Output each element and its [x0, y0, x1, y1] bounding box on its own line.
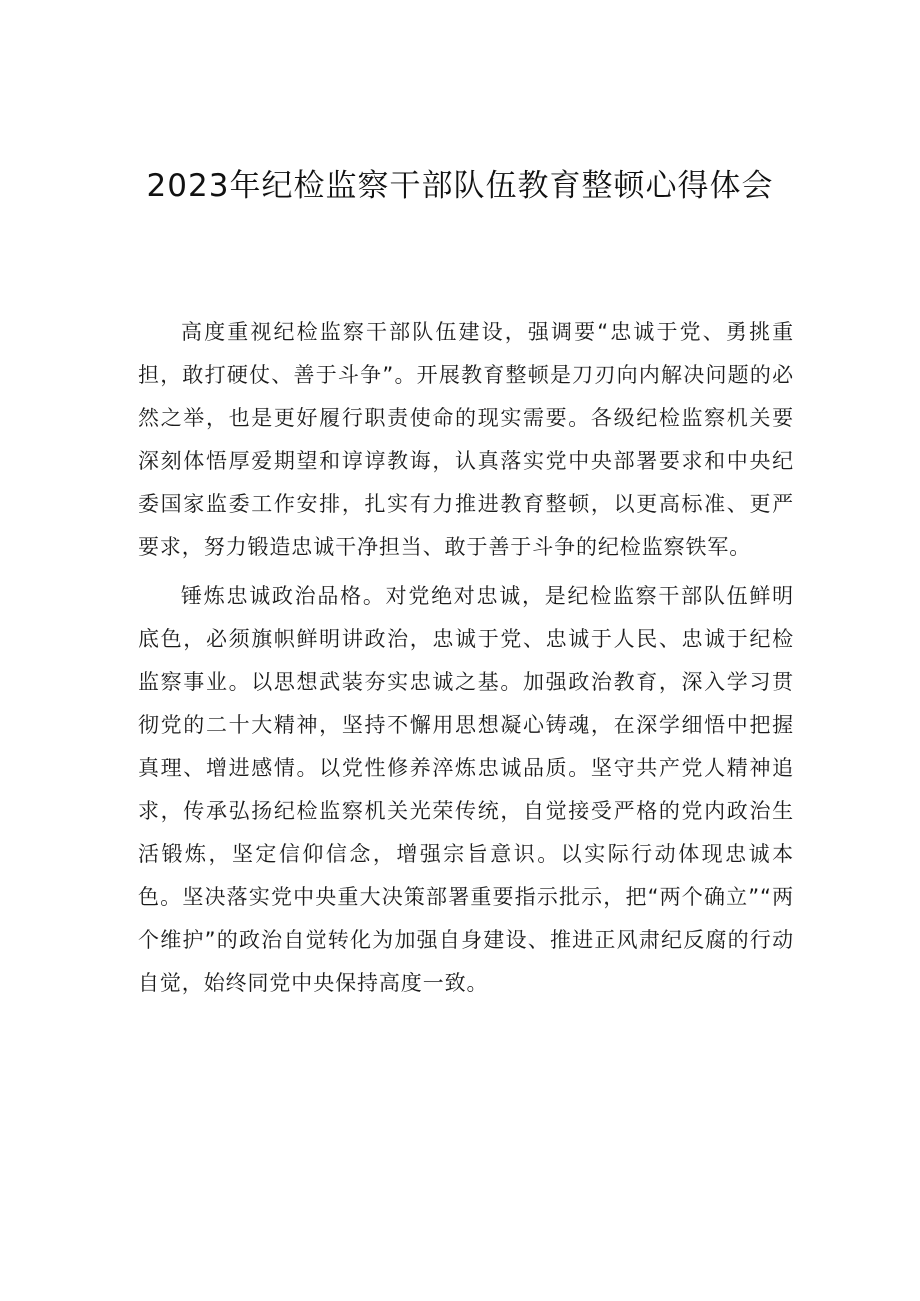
paragraph-1: 高度重视纪检监察干部队伍建设，强调要“忠诚于党、勇挑重担，敢打硬仗、善于斗争”。开展教育整顿是刀刃向内解决问题的必然之举，也是更好履行职责使命的现实需要。各级纪检监察机关要深刻体悟厚爱期望和谆谆教诲，认真落实党中央部署要求和中央纪委国家监委工作安排，扎实有力推进教育整顿，以更高标准、更严要求，努力锻造忠诚干净担当、敢于善于斗争的纪检监察铁军。	[138, 320, 794, 559]
paragraph-2: 锤炼忠诚政治品格。对党绝对忠诚，是纪检监察干部队伍鲜明底色，必须旗帜鲜明讲政治，忠诚于党、忠诚于人民、忠诚于纪检监察事业。以思想武装夯实忠诚之基。加强政治教育，深入学习贯彻党的二十大精神，坚持不懈用思想凝心铸魂，在深学细悟中把握真理、增进感情。以党性修养淬炼忠诚品质。坚守共产党人精神追求，传承弘扬纪检监察机关光荣传统，自觉接受严格的党内政治生活锻炼，坚定信仰信念，增强宗旨意识。以实际行动体现忠诚本色。坚决落实党中央重大决策部署重要指示批示，把“两个确立”“两个维护”的政治自觉转化为加强自身建设、推进正风肃纪反腐的行动自觉，始终同党中央保持高度一致。	[138, 584, 794, 995]
document-title: 2023年纪检监察干部队伍教育整顿心得体会	[146, 168, 774, 204]
document-body	[138, 311, 794, 1005]
